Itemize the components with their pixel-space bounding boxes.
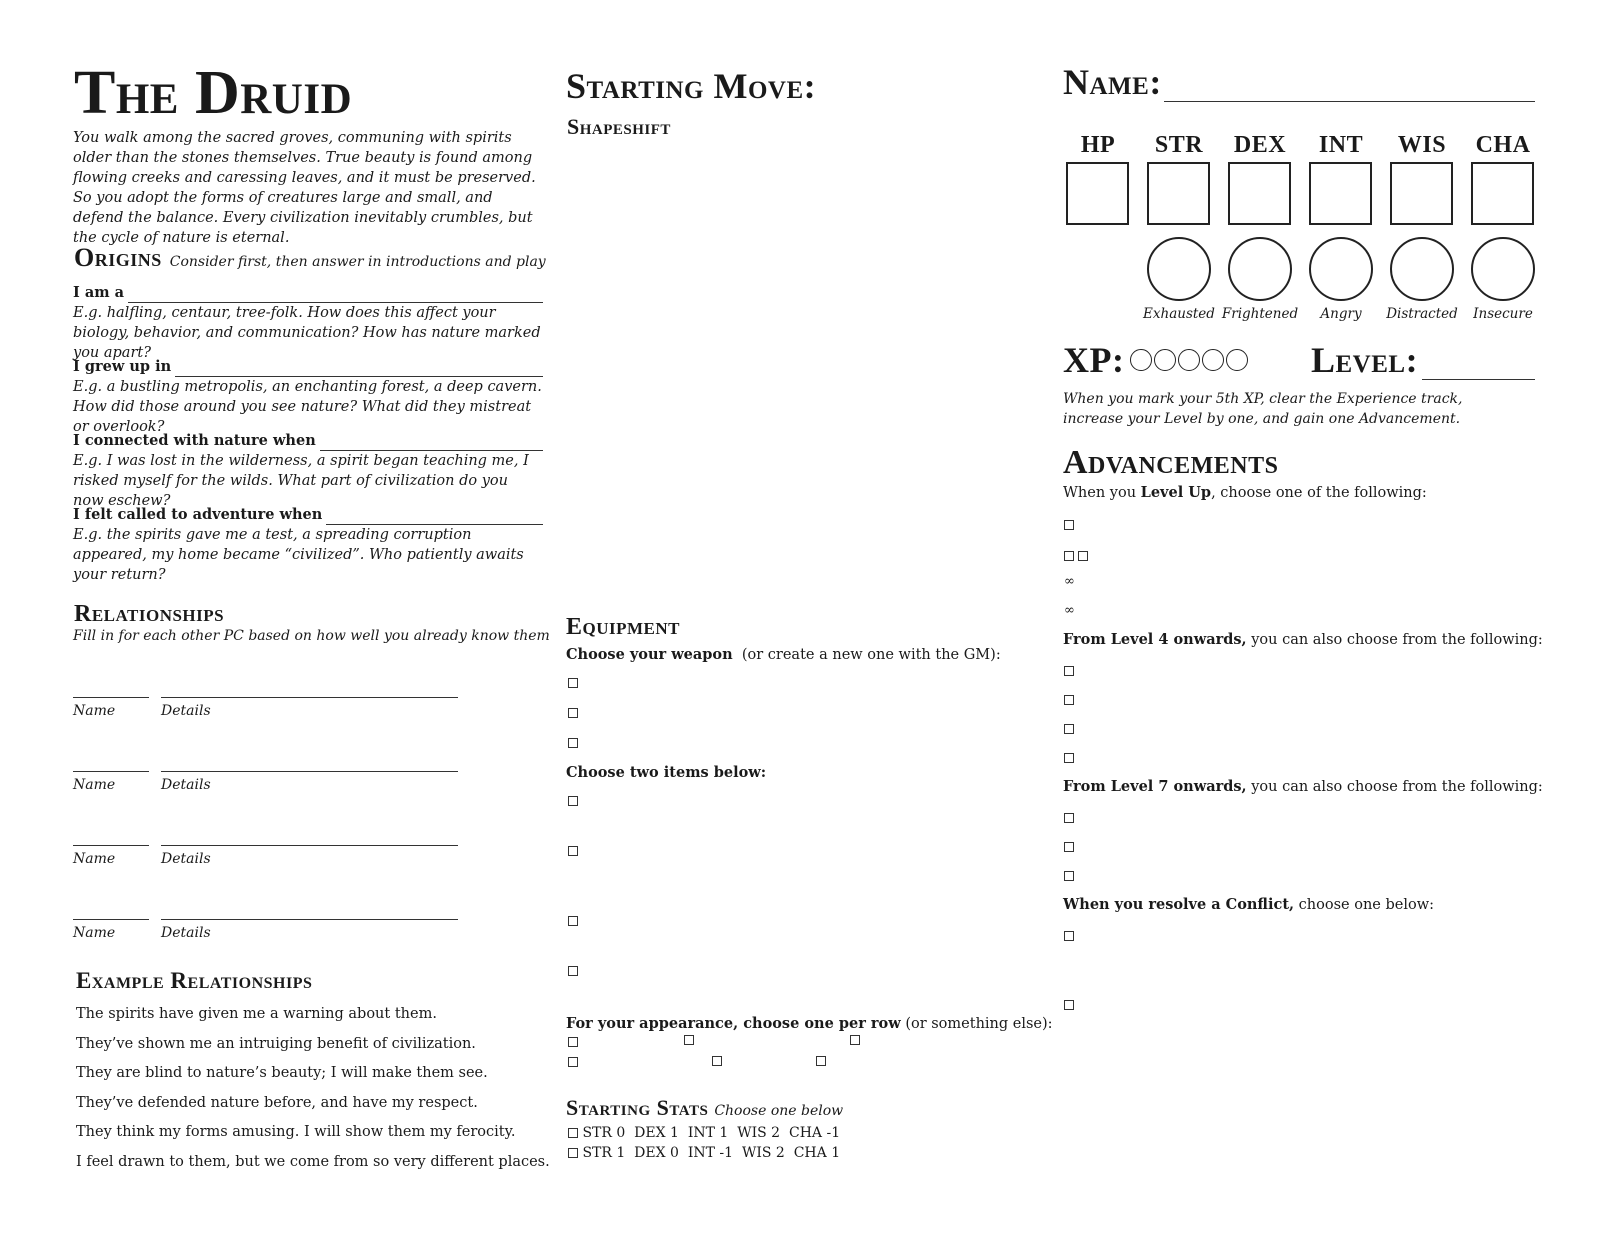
item-checkbox-1[interactable] [568, 796, 578, 806]
level7-instruction-bold: From Level 7 onwards, [1063, 778, 1247, 795]
relationship-name-label: Name [73, 851, 116, 867]
origin-answer-line[interactable] [326, 510, 543, 525]
level-row [1311, 340, 1535, 380]
appearance-checkbox-r1c2[interactable] [684, 1035, 694, 1045]
character-name-line[interactable] [1164, 73, 1535, 102]
stat-box-str[interactable] [1147, 162, 1210, 225]
stat-label-hp: HP [1080, 132, 1116, 158]
relationship-details-line[interactable] [161, 845, 458, 846]
relationship-row [73, 697, 458, 727]
starting-stats-values: STR 0 DEX 1 INT 1 WIS 2 CHA -1 [582, 1125, 841, 1141]
origin-answer-line[interactable] [175, 362, 543, 377]
origins-heading-text: Origins [74, 243, 162, 272]
relationships-heading: Relationships [74, 601, 225, 627]
advancements-intro-bold: Level Up [1140, 484, 1212, 501]
condition-circle-exhausted[interactable] [1147, 237, 1211, 301]
origin-question-4 [73, 505, 543, 585]
xp-circle-2[interactable] [1154, 349, 1176, 371]
relationship-row [73, 845, 458, 875]
origin-example: E.g. I was lost in the wilderness, a spirit began teaching me, I risked myself for the wilds. What part of civilization do you now eschew? [73, 453, 529, 509]
advancement-checkbox-2a[interactable] [1064, 551, 1074, 561]
conflict-checkbox-1[interactable] [1064, 931, 1074, 941]
starting-stats-heading-text: Starting Stats [566, 1095, 709, 1120]
appearance-instruction-rest: (or something else): [905, 1016, 1053, 1032]
starting-stats-option-1 [568, 1124, 840, 1142]
sheet-title: The Druid [74, 59, 353, 127]
equipment-heading: Equipment [566, 614, 681, 640]
condition-label-frightened: Frightened [1221, 306, 1299, 322]
relationship-row [73, 771, 458, 801]
origin-question-2 [73, 357, 543, 437]
character-name-row [1063, 62, 1535, 102]
origin-answer-line[interactable] [128, 288, 543, 303]
origin-example: E.g. the spirits gave me a test, a spreading corruption appeared, my home became “civilized”. Who patiently awaits your return? [73, 527, 524, 583]
weapon-instruction-bold: Choose your weapon [566, 646, 733, 663]
condition-label-insecure: Insecure [1473, 306, 1533, 322]
level4-instruction [1063, 631, 1543, 649]
stat-label-int: INT [1318, 132, 1364, 158]
relationship-name-label: Name [73, 703, 116, 719]
origin-example: E.g. halfling, centaur, tree-folk. How does this affect your biology, behavior, and communication? How has nature marked you apart? [73, 305, 541, 361]
character-name-label: Name: [1063, 62, 1162, 102]
starting-stats-option-2 [568, 1144, 840, 1162]
advancement-checkbox-1[interactable] [1064, 520, 1074, 530]
weapon-instruction-rest: (or create a new one with the GM): [741, 647, 1001, 663]
level4-instruction-rest: you can also choose from the following: [1251, 632, 1543, 648]
origin-prompt: I am a [73, 284, 125, 301]
weapon-checkbox-2[interactable] [568, 708, 578, 718]
appearance-checkbox-r2c1[interactable] [568, 1057, 578, 1067]
appearance-checkbox-r2c2[interactable] [712, 1056, 722, 1066]
level7-instruction [1063, 778, 1543, 796]
relationship-row [73, 919, 458, 949]
level-label: Level: [1311, 340, 1419, 380]
infinity-icon: ∞ [1064, 603, 1075, 618]
item-checkbox-3[interactable] [568, 916, 578, 926]
xp-track [1063, 340, 1250, 380]
advancements-intro [1063, 484, 1427, 502]
stat-box-wis[interactable] [1390, 162, 1453, 225]
example-relationship: They think my forms amusing. I will show them my ferocity. [76, 1124, 516, 1140]
level7-instruction-rest: you can also choose from the following: [1251, 779, 1543, 795]
xp-circle-3[interactable] [1178, 349, 1200, 371]
items-instruction-bold: Choose two items below: [566, 764, 767, 781]
relationship-details-label: Details [161, 925, 211, 941]
stat-box-dex[interactable] [1228, 162, 1291, 225]
weapon-checkbox-1[interactable] [568, 678, 578, 688]
stat-box-int[interactable] [1309, 162, 1372, 225]
condition-label-angry: Angry [1320, 306, 1362, 322]
advancements-heading: Advancements [1063, 444, 1279, 481]
weapon-checkbox-3[interactable] [568, 738, 578, 748]
appearance-checkbox-r1c3[interactable] [850, 1035, 860, 1045]
relationship-details-label: Details [161, 777, 211, 793]
relationship-name-line[interactable] [73, 697, 149, 698]
example-relationship: The spirits have given me a warning about them. [76, 1006, 437, 1022]
items-instruction [566, 764, 766, 782]
xp-label: XP: [1063, 340, 1125, 380]
starting-stats-checkbox[interactable] [568, 1128, 578, 1138]
example-relationship: They’ve defended nature before, and have my respect. [76, 1094, 478, 1111]
advancements-intro-pre: When you [1063, 485, 1137, 501]
stat-box-hp[interactable] [1066, 162, 1129, 225]
weapon-instruction [566, 646, 1001, 664]
example-relationships-list [76, 1000, 556, 1177]
relationship-details-label: Details [161, 851, 211, 867]
advancements-intro-post: , choose one of the following: [1211, 485, 1427, 501]
xp-circle-1[interactable] [1130, 349, 1152, 371]
appearance-checkbox-r2c3[interactable] [816, 1056, 826, 1066]
level-line[interactable] [1422, 353, 1535, 380]
level7-checkbox-2[interactable] [1064, 842, 1074, 852]
relationship-details-label: Details [161, 703, 211, 719]
relationship-name-line[interactable] [73, 845, 149, 846]
condition-circle-frightened[interactable] [1228, 237, 1292, 301]
relationship-name-line[interactable] [73, 771, 149, 772]
starting-stats-checkbox[interactable] [568, 1148, 578, 1158]
origin-question-1 [73, 283, 543, 363]
class-intro: You walk among the sacred groves, communing with spirits older than the stones themselves. True beauty is found among flowing creeks and caressing leaves, and it must be preserved. So you adopt the forms of creatures large and small, and defend the balance. Every civilization inevitably crumbles, but the cycle of nature is eternal. [73, 130, 536, 246]
stat-label-dex: DEX [1233, 132, 1287, 158]
appearance-checkbox-r1c1[interactable] [568, 1037, 578, 1047]
starting-move-heading: Starting Move: [566, 66, 817, 106]
level7-checkbox-1[interactable] [1064, 813, 1074, 823]
example-relationship: I feel drawn to them, but we come from so very different places. [76, 1153, 550, 1170]
origin-prompt: I grew up in [73, 358, 172, 375]
relationship-details-line[interactable] [161, 919, 458, 920]
origins-subheading: Consider first, then answer in introductions and play [169, 254, 546, 270]
relationship-details-line[interactable] [161, 771, 458, 772]
starting-stats-heading [566, 1096, 843, 1123]
level4-checkbox-3[interactable] [1064, 724, 1074, 734]
example-relationships-heading: Example Relationships [76, 968, 313, 993]
condition-label-exhausted: Exhausted [1143, 306, 1215, 322]
relationship-name-line[interactable] [73, 919, 149, 920]
starting-stats-subheading: Choose one below [714, 1103, 844, 1119]
xp-circle-4[interactable] [1202, 349, 1224, 371]
condition-circle-angry[interactable] [1309, 237, 1373, 301]
relationships-subheading: Fill in for each other PC based on how well you already know them [73, 628, 550, 644]
origin-example: E.g. a bustling metropolis, an enchanting forest, a deep cavern. How did those around you see nature? What did they mistreat or overlook? [73, 379, 542, 435]
stat-label-cha: CHA [1475, 132, 1531, 158]
relationship-name-label: Name [73, 777, 116, 793]
starting-move-name: Shapeshift [567, 114, 671, 139]
infinity-icon: ∞ [1064, 574, 1075, 589]
item-checkbox-2[interactable] [568, 846, 578, 856]
conflict-checkbox-2[interactable] [1064, 1000, 1074, 1010]
stat-label-str: STR [1154, 132, 1204, 158]
stat-box-cha[interactable] [1471, 162, 1534, 225]
advancement-double-box [1064, 549, 1088, 563]
conflict-instruction-bold: When you resolve a Conflict, [1063, 896, 1295, 913]
conflict-instruction [1063, 896, 1434, 914]
item-checkbox-4[interactable] [568, 966, 578, 976]
level7-checkbox-3[interactable] [1064, 871, 1074, 881]
example-relationship: They are blind to nature’s beauty; I will make them see. [76, 1065, 488, 1081]
origins-heading [74, 244, 546, 276]
level4-checkbox-4[interactable] [1064, 753, 1074, 763]
xp-note: When you mark your 5th XP, clear the Experience track, increase your Level by one, and gain one Advancement. [1063, 391, 1463, 427]
stat-label-wis: WIS [1397, 132, 1447, 158]
starting-stats-values: STR 1 DEX 0 INT -1 WIS 2 CHA 1 [582, 1145, 841, 1161]
conflict-instruction-rest: choose one below: [1298, 897, 1435, 913]
advancement-checkbox-2b[interactable] [1078, 551, 1088, 561]
xp-circle-5[interactable] [1226, 349, 1248, 371]
origin-answer-line[interactable] [320, 436, 543, 451]
level4-instruction-bold: From Level 4 onwards, [1063, 631, 1247, 648]
condition-circle-distracted[interactable] [1390, 237, 1454, 301]
origin-prompt: I felt called to adventure when [73, 506, 323, 523]
relationship-name-label: Name [73, 925, 116, 941]
relationship-details-line[interactable] [161, 697, 458, 698]
example-relationship: They’ve shown me an intruiging benefit of civilization. [76, 1035, 476, 1052]
condition-circle-insecure[interactable] [1471, 237, 1535, 301]
appearance-instruction [566, 1015, 1053, 1033]
condition-label-distracted: Distracted [1386, 306, 1458, 322]
level4-checkbox-1[interactable] [1064, 666, 1074, 676]
level4-checkbox-2[interactable] [1064, 695, 1074, 705]
appearance-instruction-bold: For your appearance, choose one per row [566, 1015, 901, 1032]
origin-prompt: I connected with nature when [73, 432, 316, 449]
origin-question-3 [73, 431, 543, 511]
